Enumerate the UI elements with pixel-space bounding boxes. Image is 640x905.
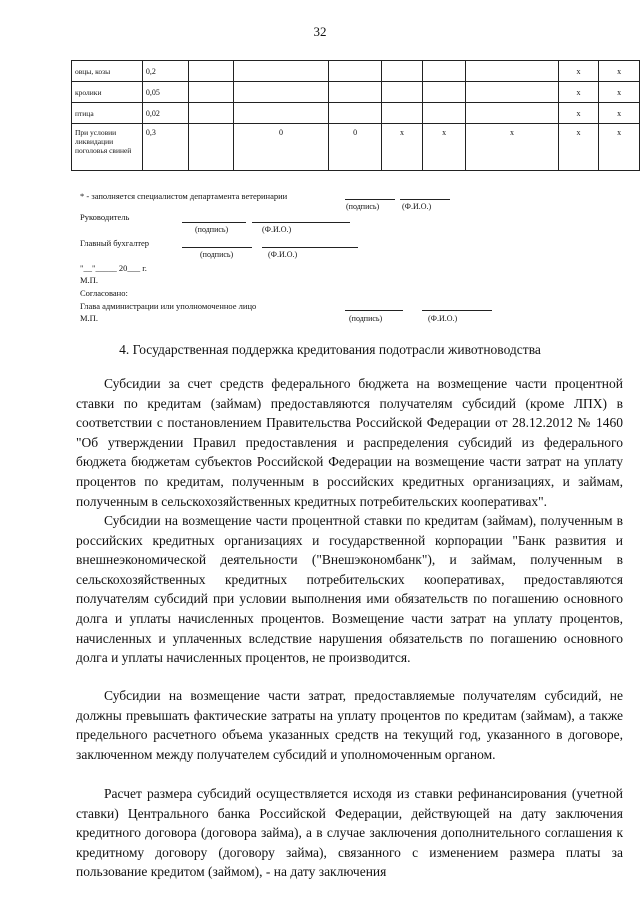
fio-caption: (Ф.И.О.) <box>428 314 458 323</box>
fio-caption: (Ф.И.О.) <box>262 225 292 234</box>
paragraph: Расчет размера субсидий осуществляется исходя из ставки рефинансирования (учетной ставки) Центрального банка Российской Федерации, действующей на дату заключения кредитного договора (договора займа), а в случае заключения дополнительного соглашения к кредитному договору (договору займа), связанного с изменением размера платы за пользование кредитом (займом), - на дату заключения <box>76 786 623 880</box>
fio-caption: (Ф.И.О.) <box>402 202 432 211</box>
signature-line <box>345 199 395 200</box>
row-value: 0,05 <box>142 82 188 103</box>
sign-caption: (подпись) <box>200 250 234 259</box>
paragraph: Субсидии на возмещение части затрат, предоставляемые получателям субсидий, не должны превышать фактические затраты на уплату процентов по кредитам (займам), а также предельного расчетного объема указанных средств на текущий год, указанного в договоре, заключенном между получателем субсидий и уполномоченным органом. <box>76 688 623 762</box>
sign-caption: (подпись) <box>195 225 229 234</box>
accountant-label: Главный бухгалтер <box>80 238 150 248</box>
date-line: "__"_____ 20___ г. <box>80 263 147 273</box>
paragraph: Субсидии за счет средств федерального бюджета на возмещение части процентной ставки по кредитам (займам) предоставляются получателям субсидий (кроме ЛПХ) в соответствии с постановлением Правительства Российской Федерации от 28.12.2012 № 1460 "Об утверждении Правил предоставления и распределения субсидий из федерального бюджета бюджетам субъектов Российской Федерации на возмещение части затрат на уплату процентов по кредитам, полученным в российских кредитных организациях, и займам, полученным в сельскохозяйственных кредитных потребительских кооперативах". <box>76 376 623 509</box>
row-label: кролики <box>72 82 143 103</box>
signature-line <box>182 247 252 248</box>
row-label: При условии ликвидации поголовья свиней <box>72 124 143 171</box>
head-label: Руководитель <box>80 212 130 222</box>
footnote: * - заполняется специалистом департамента ветеринарии <box>80 191 288 201</box>
table-row: кролики 0,05 х х <box>72 82 640 103</box>
table-row: птица 0,02 х х <box>72 103 640 124</box>
row-value: 0,3 <box>142 124 188 171</box>
row-label: птица <box>72 103 143 124</box>
row-value: 0,2 <box>142 61 188 82</box>
signature-line <box>182 222 246 223</box>
signature-line <box>345 310 403 311</box>
sign-caption: (подпись) <box>349 314 383 323</box>
table-row: При условии ликвидации поголовья свиней 0,3 0 0 х х х х х <box>72 124 640 171</box>
agreed-label: Согласовано: <box>80 288 128 298</box>
table-row: овцы, козы 0,2 х х <box>72 61 640 82</box>
fio-line <box>422 310 492 311</box>
page-number: 32 <box>313 24 327 39</box>
fio-line <box>252 222 350 223</box>
fio-line <box>400 199 450 200</box>
fio-caption: (Ф.И.О.) <box>268 250 298 259</box>
admin-label: Глава администрации или уполномоченное лицо <box>80 301 257 311</box>
subsidy-table <box>71 60 640 171</box>
row-value: 0,02 <box>142 103 188 124</box>
stamp-mark: М.П. <box>80 313 98 323</box>
stamp-mark: М.П. <box>80 275 98 285</box>
row-label: овцы, козы <box>72 61 143 82</box>
paragraph: Субсидии на возмещение части процентной ставки по кредитам (займам), полученным в российских кредитных организациях и государственной корпорации "Банк развития и внешнеэкономической деятельности ("Внешэкономбанк"), и займам, полученным в сельскохозяйственных кредитных потребительских кооперативах, предоставляются получателям субсидий при условии выполнения ими обязательств по погашению основного долга и уплаты начисленных процентов. Возмещение части затрат на уплату процентов, начисленных и уплаченных вследствие нарушения обязательств по погашению основного долга и уплаты начисленных процентов, не производится. <box>76 513 623 666</box>
fio-line <box>262 247 358 248</box>
section-heading: 4. Государственная поддержка кредитования подотрасли животноводства <box>119 342 541 357</box>
sign-caption: (подпись) <box>346 202 380 211</box>
